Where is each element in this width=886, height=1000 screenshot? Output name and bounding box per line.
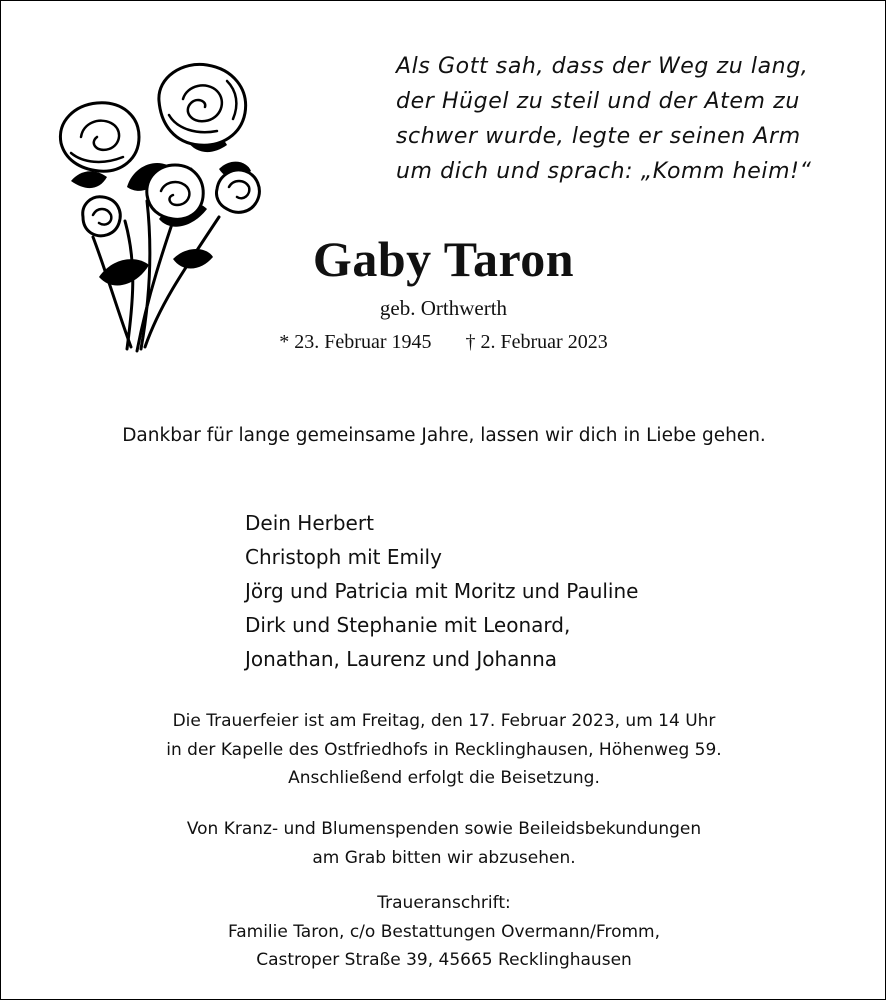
poem [396, 49, 866, 189]
poem-line: schwer wurde, legte er seinen Arm [396, 124, 801, 149]
ceremony-line: in der Kapelle des Ostfriedhofs in Recklinghausen, Höhenweg 59. [166, 739, 722, 760]
deceased-name: Gaby Taron [312, 231, 575, 287]
address-line: Castroper Straße 39, 45665 Recklinghausen [256, 950, 632, 970]
address-heading: Traueranschrift: [377, 893, 511, 913]
donation-request [1, 815, 886, 872]
ceremony-info [1, 707, 886, 793]
family-line: Christoph mit Emily [245, 545, 442, 569]
family-line: Jonathan, Laurenz und Johanna [245, 647, 558, 671]
poem-line: der Hügel zu steil und der Atem zu [396, 89, 800, 114]
family-line: Dein Herbert [245, 511, 374, 535]
ceremony-line: Anschließend erfolgt die Beisetzung. [288, 768, 600, 788]
gratitude-line: Dankbar für lange gemeinsame Jahre, lassen wir dich in Liebe gehen. [122, 425, 766, 446]
family-line: Dirk und Stephanie mit Leonard, [245, 613, 571, 637]
family-line: Jörg und Patricia mit Moritz und Pauline [245, 579, 639, 603]
ceremony-line: Die Trauerfeier ist am Freitag, den 17. Februar 2023, um 14 Uhr [172, 711, 716, 731]
address-line: Familie Taron, c/o Bestattungen Overmann/Fromm, [228, 921, 660, 942]
family-list [245, 506, 805, 676]
donation-line: Von Kranz- und Blumenspenden sowie Beileidsbekundungen [186, 819, 702, 839]
birth-name: geb. Orthwerth [379, 296, 508, 320]
birth-date: * 23. Februar 1945 [279, 331, 432, 353]
mourning-address [1, 889, 886, 975]
poem-line: um dich und sprach: „Komm heim!“ [396, 159, 812, 184]
life-dates [201, 327, 686, 357]
death-date: † 2. Februar 2023 [465, 331, 608, 353]
poem-line: Als Gott sah, dass der Weg zu lang, [396, 54, 809, 79]
donation-line: am Grab bitten wir abzusehen. [312, 847, 576, 868]
